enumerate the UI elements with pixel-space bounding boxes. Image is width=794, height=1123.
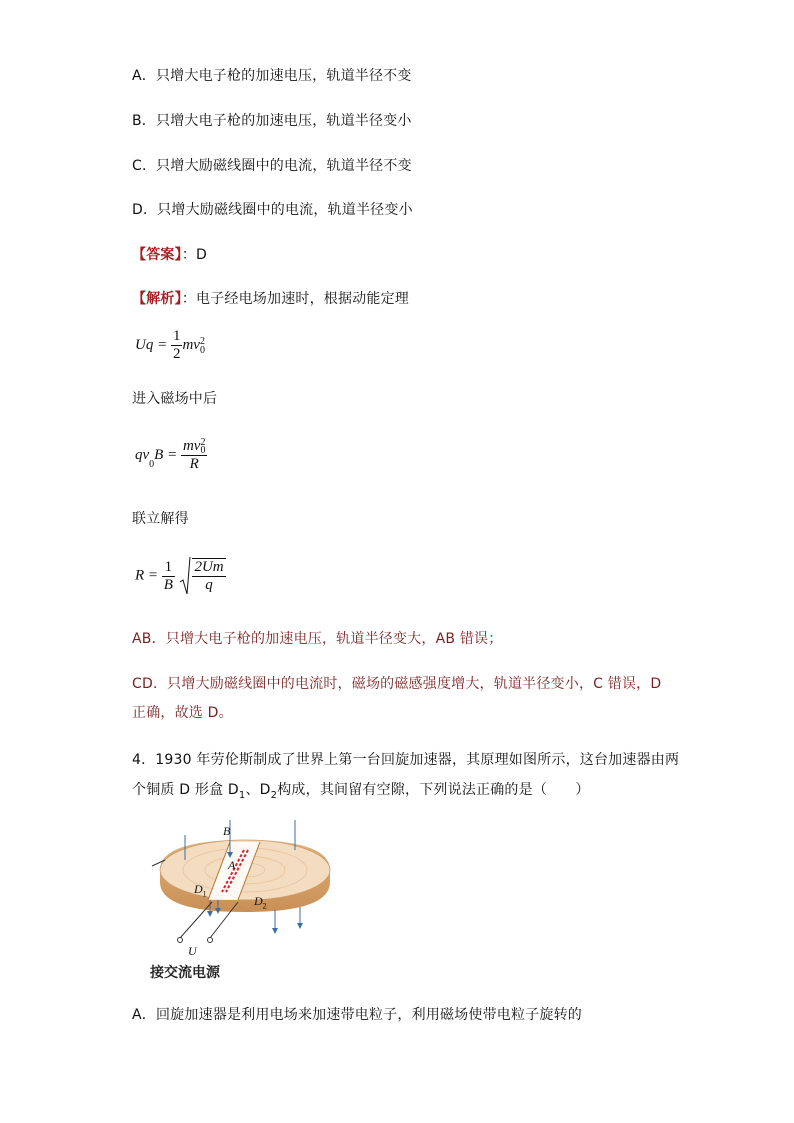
formula3-rad-frac	[192, 558, 225, 594]
label-a: A	[228, 858, 236, 872]
formula1-rhs: mv	[182, 337, 200, 353]
formula3-frac	[162, 559, 175, 594]
answer-text: ：D	[181, 247, 207, 263]
option-d-prev: D．只增大励磁线圈中的电流，轨道半径变小	[132, 202, 413, 218]
answer-label: 【答案】	[132, 247, 182, 263]
conclusion-cd-2: 正确，故选 D。	[132, 705, 233, 721]
figure-caption: 接交流电源	[150, 965, 220, 981]
formula1-sup: 2	[199, 335, 205, 347]
formula3-num: 1	[162, 559, 175, 577]
analysis-text: ：电子经电场加速时，根据动能定理	[181, 291, 410, 307]
option-a-prev: A．只增大电子枪的加速电压，轨道半径不变	[132, 68, 412, 84]
formula2-frac	[181, 438, 208, 473]
option-a: A．回旋加速器是利用电场来加速带电粒子，利用磁场使带电粒子旋转的	[132, 1007, 582, 1023]
formula3-den: B	[163, 576, 173, 593]
cyclotron-figure	[150, 820, 340, 985]
step-enter-field: 进入磁场中后	[132, 391, 218, 407]
analysis-label: 【解析】	[132, 291, 182, 307]
option-b-prev: B．只增大电子枪的加速电压，轨道半径变小	[132, 113, 412, 129]
formula-radius	[135, 556, 226, 596]
formula-magnetic	[135, 438, 207, 473]
formula3-rad-den: q	[205, 577, 213, 593]
q4-line2-a: 个铜质 D 形盒 D	[132, 782, 239, 798]
label-d2: $D_2$	[254, 894, 267, 911]
q4-line2-b: 、D	[245, 782, 271, 798]
label-u: U	[188, 944, 197, 958]
formula3-lhs: R =	[135, 567, 159, 584]
label-b: B	[223, 824, 231, 838]
formula2-lhs-tail: B =	[154, 447, 178, 463]
formula2-num: mv	[182, 438, 201, 454]
formula2-num-sub: 0	[200, 444, 206, 456]
formula1-den: 2	[172, 346, 181, 362]
conclusion-cd-1: CD．只增大励磁线圈中的电流时，磁场的磁感强度增大，轨道半径变小，C 错误，D	[132, 676, 662, 692]
question-4-line1: 4．1930 年劳伦斯制成了世界上第一台回旋加速器，其原理如图所示，这台加速器由两	[132, 752, 680, 768]
sqrt-symbol	[179, 556, 226, 596]
answer-line	[132, 246, 207, 264]
question-4-line2	[132, 781, 590, 805]
analysis-line	[132, 290, 409, 308]
q4-line2-sub2: 2	[270, 789, 278, 801]
conclusion-ab: AB．只增大电子枪的加速电压，轨道半径变大，AB 错误；	[132, 631, 503, 647]
q4-line2-sub1: 1	[238, 789, 246, 801]
formula2-num-sup: 2	[200, 436, 206, 448]
formula-energy	[135, 328, 205, 363]
label-d1: $D_1$	[194, 882, 207, 899]
formula2-num-wrap	[181, 438, 208, 456]
formula2-lhs-sub: 0	[149, 458, 155, 470]
formula1-lhs: Uq =	[135, 337, 168, 353]
q4-line2-c: 构成，其间留有空隙，下列说法正确的是（ ）	[277, 782, 590, 798]
formula1-frac	[171, 328, 183, 363]
formula2-lhs: qv	[135, 447, 150, 463]
step-combine: 联立解得	[132, 511, 189, 527]
option-c-prev: C．只增大励磁线圈中的电流，轨道半径不变	[132, 158, 412, 174]
formula1-sub: 0	[199, 344, 205, 356]
formula3-rad-num: 2Um	[194, 559, 224, 575]
formula1-num: 1	[172, 328, 181, 344]
formula2-den: R	[189, 456, 199, 472]
